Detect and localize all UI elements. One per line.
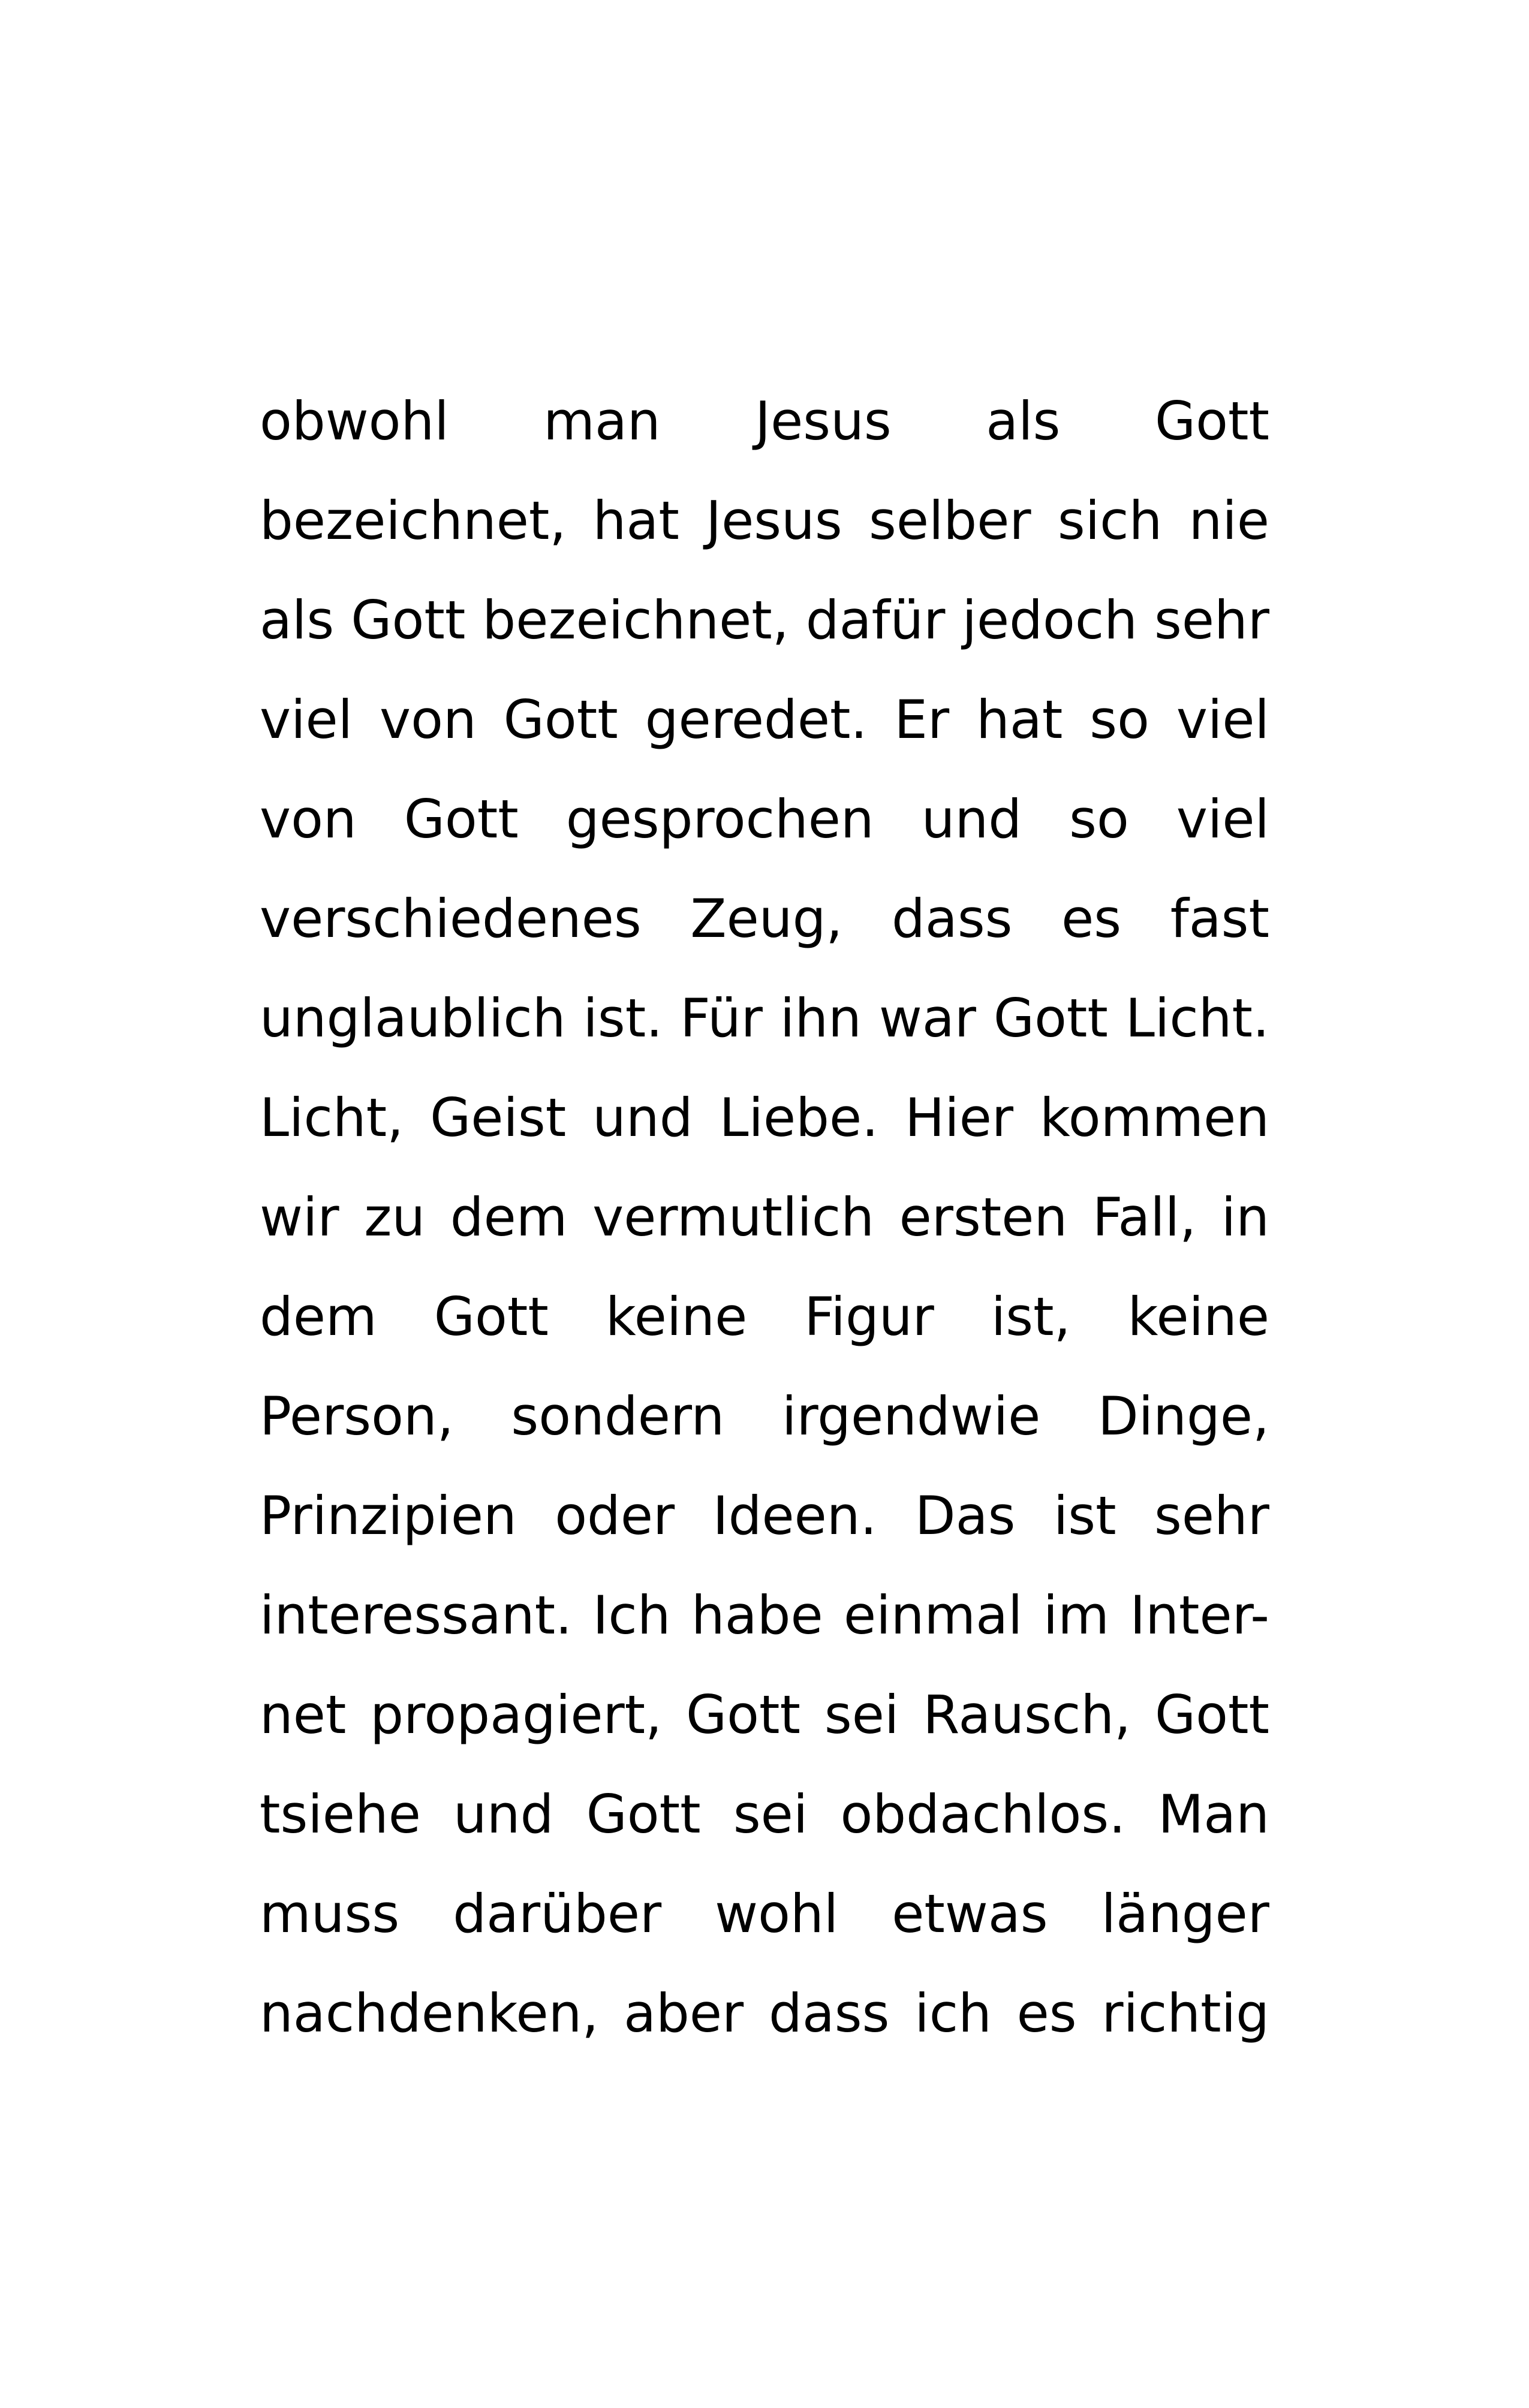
text-line-14: net propagiert, Gott sei Rausch, Gott	[260, 1684, 1269, 1746]
text-line-9: wir zu dem vermutlich ersten Fall, in	[260, 1186, 1269, 1248]
text-line-12: Prinzipien oder Ideen. Das ist sehr	[260, 1485, 1269, 1547]
text-line-1: obwohl man Jesus als Gott	[260, 390, 1269, 452]
text-line-17: nachdenken, aber dass ich es richtig	[260, 1982, 1269, 2044]
text-line-16: muss darüber wohl etwas länger	[260, 1883, 1269, 1945]
text-line-13: interessant. Ich habe einmal im Inter-	[260, 1584, 1269, 1646]
text-line-15: tsiehe und Gott sei obdachlos. Man	[260, 1783, 1269, 1845]
text-line-3: als Gott bezeichnet, dafür jedoch sehr	[260, 589, 1269, 651]
text-line-8: Licht, Geist und Liebe. Hier kommen	[260, 1087, 1269, 1149]
body-text	[260, 372, 1269, 2063]
text-line-11: Person, sondern irgendwie Dinge,	[260, 1385, 1269, 1447]
text-line-10: dem Gott keine Figur ist, keine	[260, 1286, 1269, 1348]
text-line-5: von Gott gesprochen und so viel	[260, 788, 1269, 850]
text-line-7: unglaublich ist. Für ihn war Gott Licht.	[260, 987, 1269, 1049]
text-line-6: verschiedenes Zeug, dass es fast	[260, 888, 1269, 950]
text-line-2: bezeichnet, hat Jesus selber sich nie	[260, 490, 1269, 551]
text-line-4: viel von Gott geredet. Er hat so viel	[260, 689, 1269, 751]
